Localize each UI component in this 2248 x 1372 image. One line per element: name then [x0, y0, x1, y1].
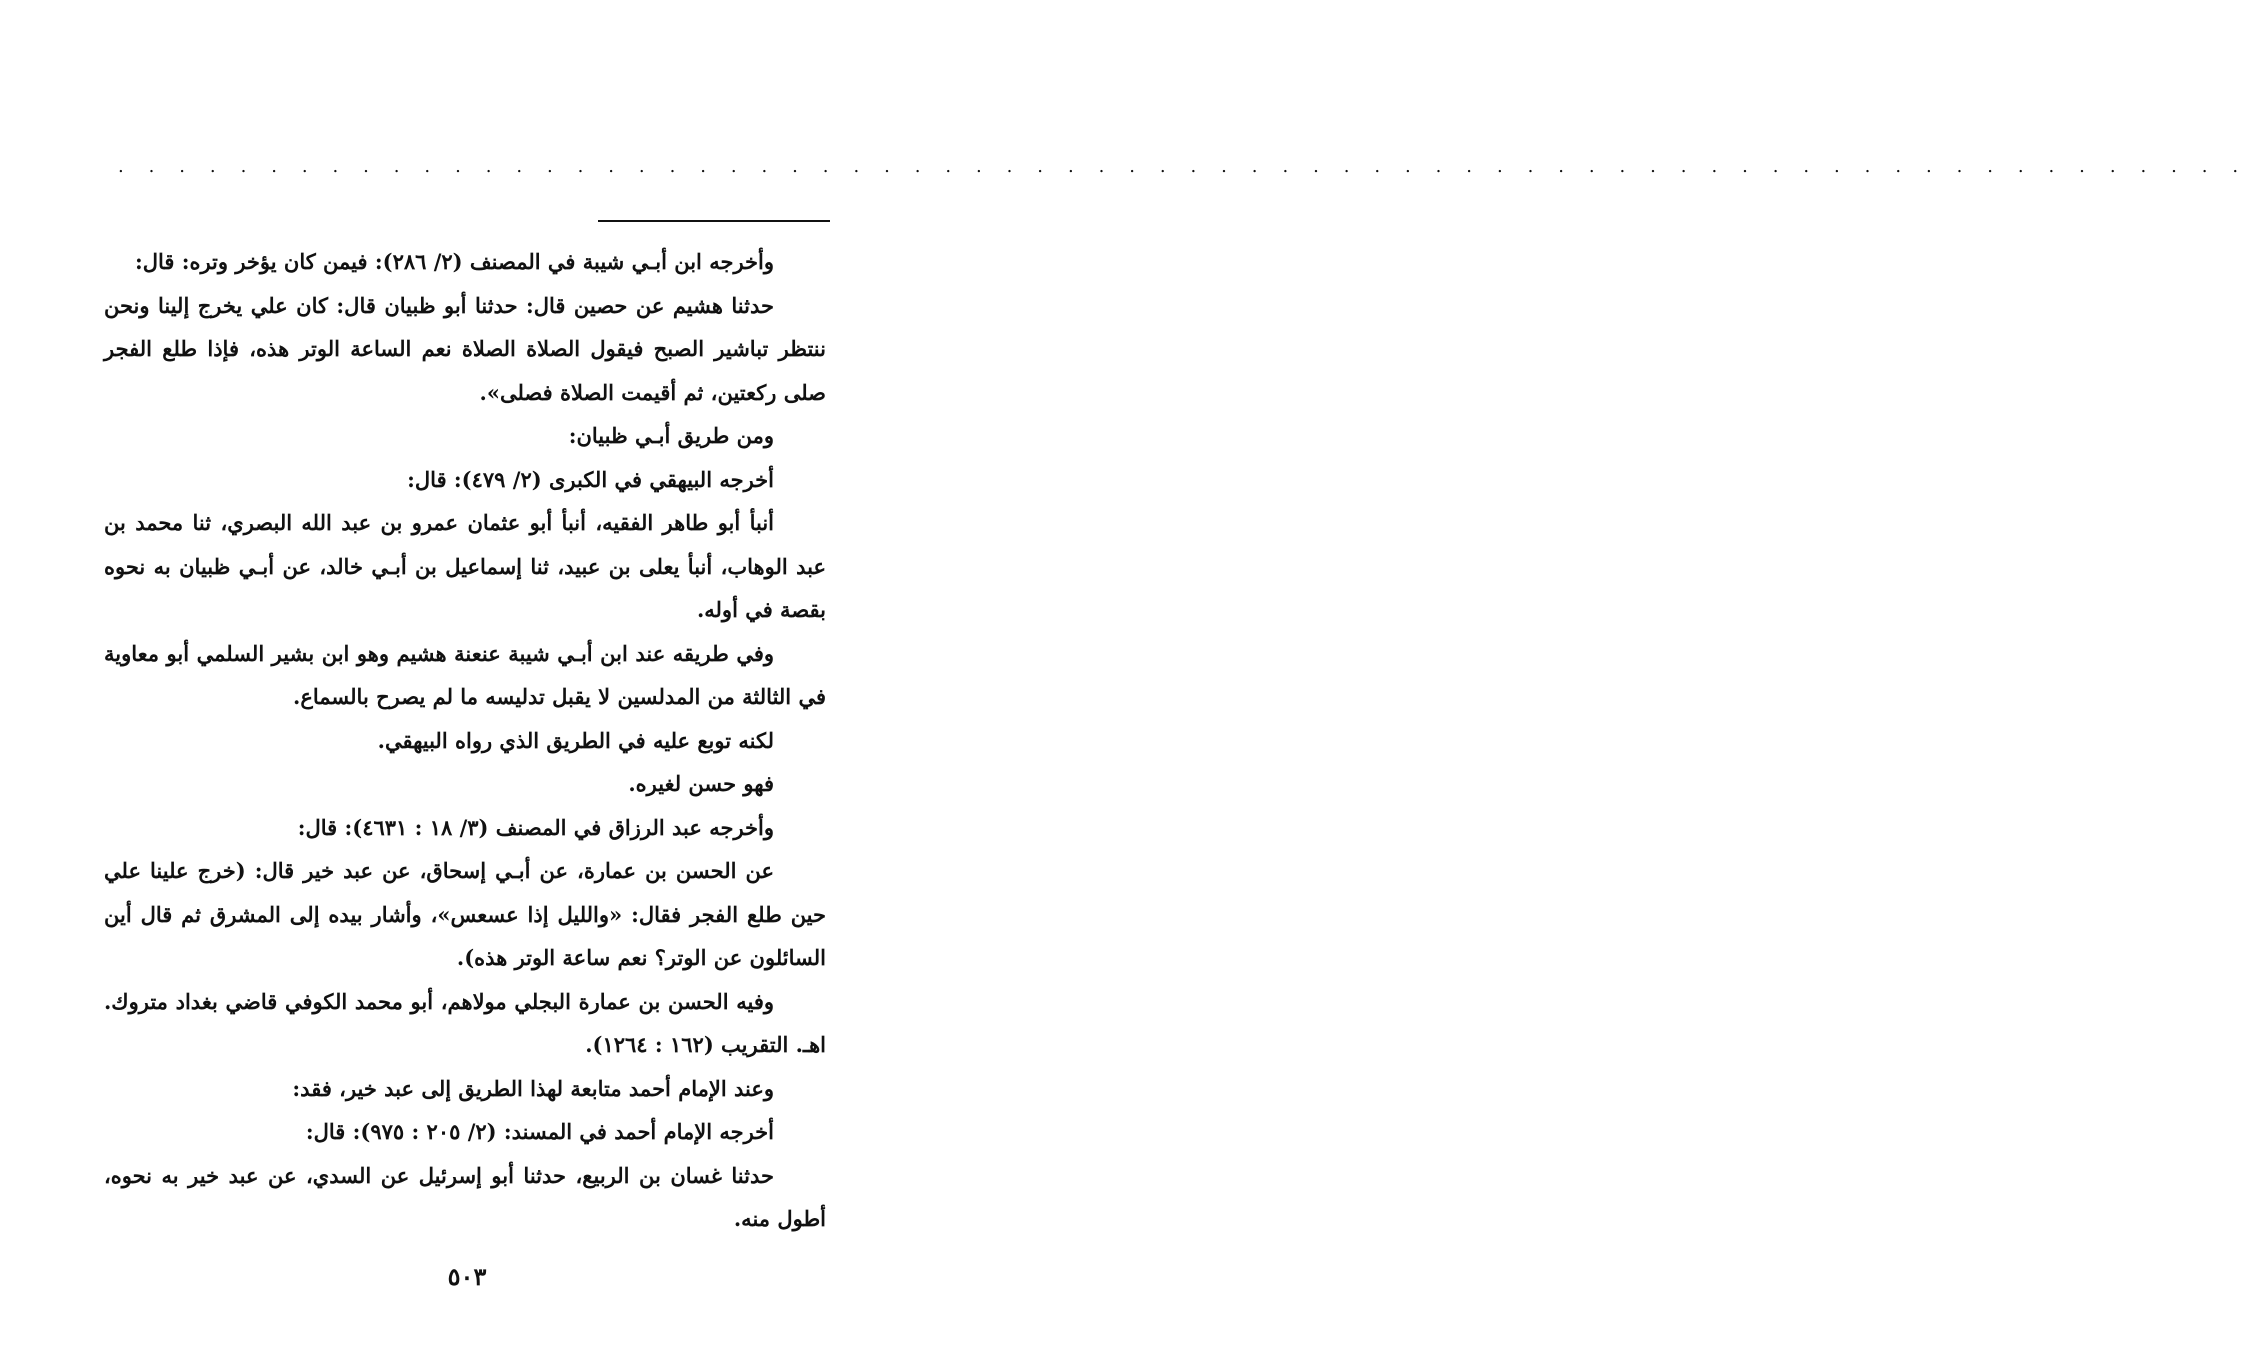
paragraph-7: لكنه توبع عليه في الطريق الذي رواه البيهقي.	[377, 727, 774, 753]
paragraph-10: عن الحسن بن عمارة، عن أبـي إسحاق، عن عبد خير قال: (خرج علينا علي حين طلع الفجر فقال: «والليل إذا عسعس»، وأشار بيده إلى المشرق ثم قال أين السائلون عن الوتر؟ نعم ساعة الوتر هذه).	[104, 858, 826, 970]
footnote-rule	[598, 220, 830, 222]
page-number: ٥٠٣	[447, 1262, 487, 1291]
paragraph-12: وعند الإمام أحمد متابعة لهذا الطريق إلى عبد خير، فقد:	[292, 1075, 774, 1101]
paragraph-13: أخرجه الإمام أحمد في المسند: (٢/ ٢٠٥ : ٩٧٥): قال:	[305, 1119, 774, 1144]
paragraph-9: وأخرجه عبد الرزاق في المصنف (٣/ ١٨ : ٤٦٣١): قال:	[297, 814, 774, 840]
paragraph-3: ومن طريق أبـي ظبيان:	[568, 423, 774, 448]
paragraph-2: حدثنا هشيم عن حصين قال: حدثنا أبو ظبيان قال: كان علي يخرج إلينا ونحن ننتظر تباشير الصبح فيقول الصلاة الصلاة نعم الساعة الوتر هذه، فإذا طلع الفجر صلى ركعتين، ثم أقيمت الصلاة فصلى».	[104, 292, 826, 405]
paragraph-6: وفي طريقه عند ابن أبـي شيبة عنعنة هشيم وهو ابن بشير السلمي أبو معاوية في الثالثة من المدلسين لا يقبل تدليسه ما لم يصرح بالسماع.	[104, 640, 826, 709]
dotted-separator: . . . . . . . . . . . . . . . . . . . . . . . . . . . . . . . . . . . . . . . . . . . . . . . . . . . . . . . . . . . . . . . . . . . . . .	[118, 156, 2248, 177]
paragraph-1: وأخرجه ابن أبـي شيبة في المصنف (٢/ ٢٨٦): فيمن كان يؤخر وتره: قال:	[134, 249, 774, 274]
footnote-text	[104, 240, 826, 1241]
paragraph-5: أنبأ أبو طاهر الفقيه، أنبأ أبو عثمان عمرو بن عبد الله البصري، ثنا محمد بن عبد الوهاب، أنبأ يعلى بن عبيد، ثنا إسماعيل بن أبـي خالد، عن أبـي ظبيان به نحوه بقصة في أوله.	[104, 510, 826, 622]
paragraph-8: فهو حسن لغيره.	[628, 771, 774, 796]
paragraph-4: أخرجه البيهقي في الكبرى (٢/ ٤٧٩): قال:	[407, 466, 774, 492]
paragraph-11: وفيه الحسن بن عمارة البجلي مولاهم، أبو محمد الكوفي قاضي بغداد متروك. اهـ. التقريب (١٦٢ : ١٢٦٤).	[104, 988, 826, 1057]
paragraph-14: حدثنا غسان بن الربيع، حدثنا أبو إسرئيل عن السدي، عن عبد خير به نحوه، أطول منه.	[104, 1162, 826, 1231]
